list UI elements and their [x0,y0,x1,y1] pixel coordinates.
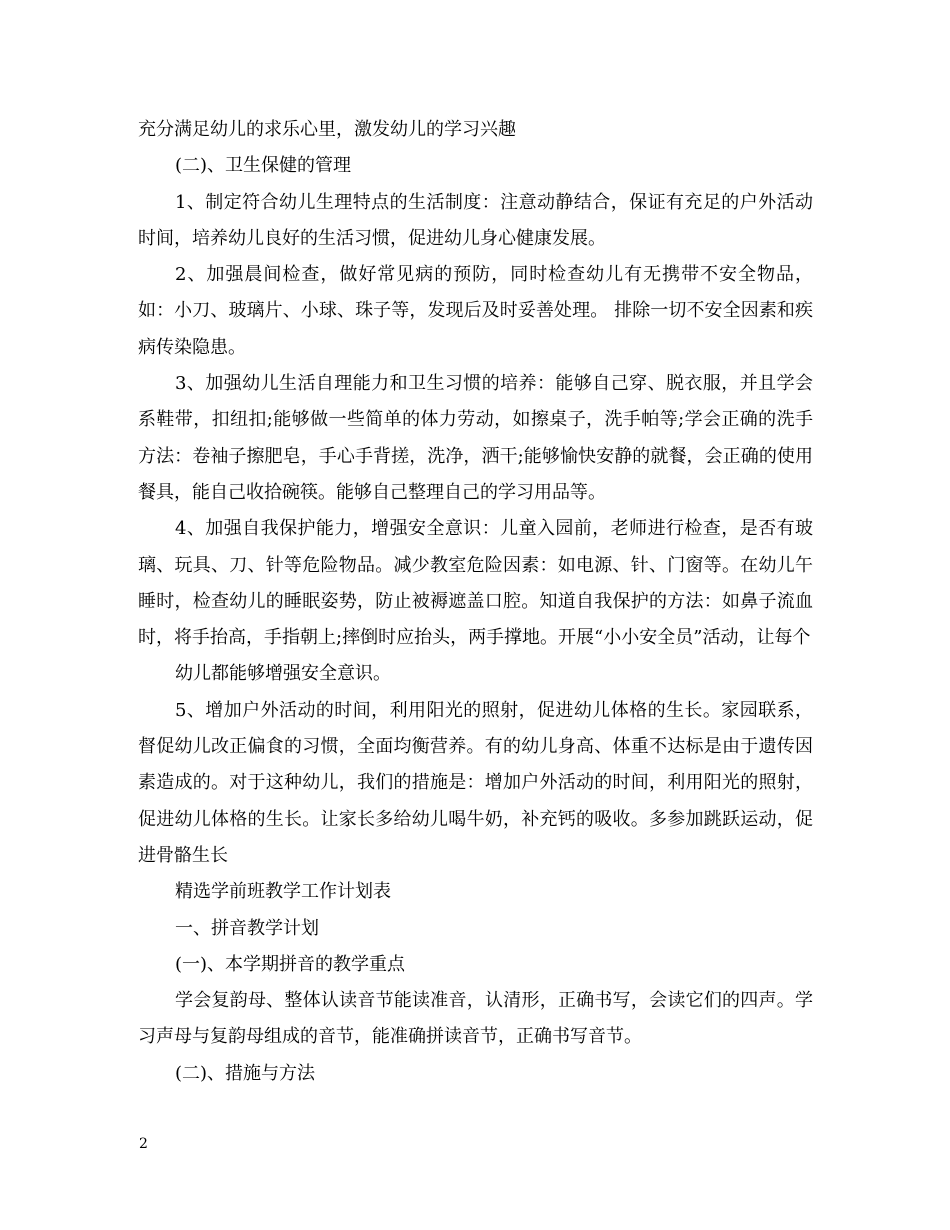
paragraph-item-5: 5、增加户外活动的时间，利用阳光的照射，促进幼儿体格的生长。家园联系，督促幼儿改正偏食的习惯，全面均衡营养。有的幼儿身高、体重不达标是由于遗传因素造成的。对于这种幼儿，我们的措施是：增加户外活动的时间，利用阳光的照射，促进幼儿体格的生长。让家长多给幼儿喝牛奶，补充钙的吸收。多参加跳跃运动，促进骨骼生长 [138,699,813,866]
paragraph-item-3: 3、加强幼儿生活自理能力和卫生习惯的培养：能够自己穿、脱衣服，并且学会系鞋带，扣纽扣;能够做一些简单的体力劳动，如擦桌子，洗手帕等;学会正确的洗手方法：卷袖子擦肥皂，手心手背搓，洗净，洒干;能够愉快安静的就餐，会正确的使用餐具，能自己收拾碗筷。能够自己整理自己的学习用品等。 [138,373,813,503]
section-heading-pinyin: 一、拼音教学计划 [175,917,319,939]
paragraph-item-4-continuation: 幼儿都能够增强安全意识。 [175,663,391,685]
paragraph-continuation: 充分满足幼儿的求乐心里，激发幼儿的学习兴趣 [138,119,516,140]
page-number: 2 [139,1136,148,1152]
subsection-heading-focus: (一)、本学期拼音的教学重点 [175,953,406,975]
section-title-plan: 精选学前班教学工作计划表 [175,881,391,903]
paragraph-item-1: 1、制定符合幼儿生理特点的生活制度：注意动静结合，保证有充足的户外活动时间，培养幼儿良好的生活习惯，促进幼儿身心健康发展。 [138,191,813,249]
subsection-heading-methods: (二)、措施与方法 [175,1062,316,1084]
paragraph-pinyin-goals: 学会复韵母、整体认读音节能读准音，认清形，正确书写，会读它们的四声。学习声母与复韵母组成的音节，能准确拼读音节，正确书写音节。 [138,990,813,1048]
section-heading-hygiene: (二)、卫生保健的管理 [175,155,352,177]
paragraph-item-2: 2、加强晨间检查，做好常见病的预防，同时检查幼儿有无携带不安全物品，如：小刀、玻璃片、小球、珠子等，发现后及时妥善处理。 排除一切不安全因素和疾病传染隐患。 [138,264,813,358]
paragraph-item-4: 4、加强自我保护能力，增强安全意识：儿童入园前，老师进行检查，是否有玻璃、玩具、刀、针等危险物品。减少教室危险因素：如电源、针、门窗等。在幼儿午睡时，检查幼儿的睡眠姿势，防止被褥遮盖口腔。知道自我保护的方法：如鼻子流血时，将手抬高，手指朝上;摔倒时应抬头，两手撑地。开展“小小安全员”活动，让每个 [138,518,813,649]
document-body [138,112,813,1092]
